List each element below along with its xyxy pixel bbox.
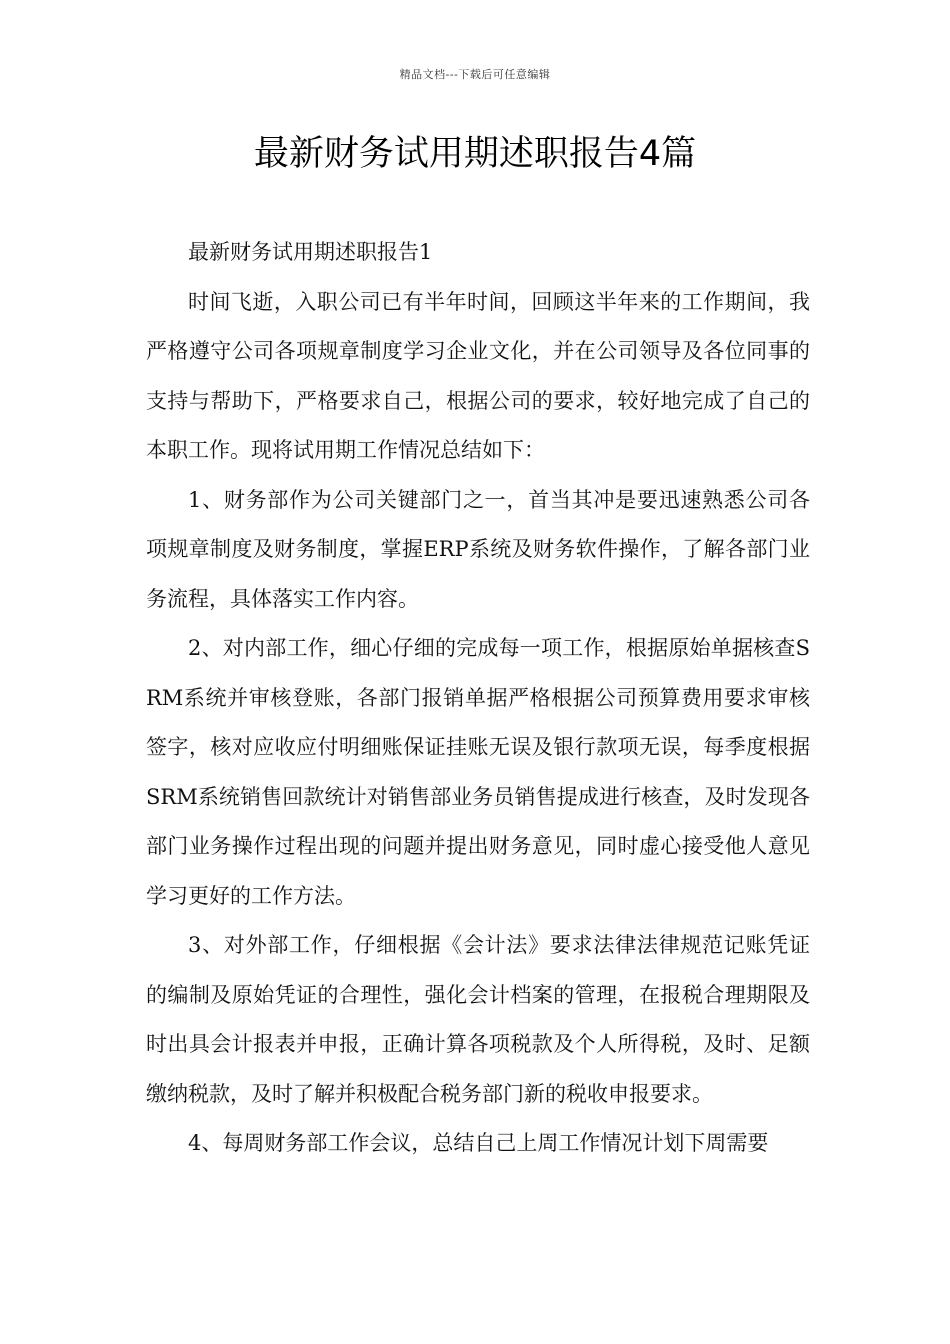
document-body [146, 228, 810, 1169]
section-heading: 最新财务试用期述职报告1 [188, 240, 433, 264]
paragraph-item-4: 4、每周财务部工作会议，总结自己上周工作情况计划下周需要 [188, 1131, 769, 1155]
paragraph-item-3: 3、对外部工作，仔细根据《会计法》要求法律法律规范记账凭证的编制及原始凭证的合理性，强化会计档案的管理，在报税合理期限及时出具会计报表并申报，正确计算各项税款及个人所得税，及时、足额缴纳税款，及时了解并积极配合税务部门新的税收申报要求。 [146, 933, 810, 1106]
document-title: 最新财务试用期述职报告4篇 [253, 134, 697, 174]
paragraph-item-1: 1、财务部作为公司关键部门之一，首当其冲是要迅速熟悉公司各项规章制度及财务制度，掌握ERP系统及财务软件操作，了解各部门业务流程，具体落实工作内容。 [146, 487, 810, 611]
paragraph-item-2: 2、对内部工作，细心仔细的完成每一项工作，根据原始单据核查SRM系统并审核登账，各部门报销单据严格根据公司预算费用要求审核签字，核对应收应付明细账保证挂账无误及银行款项无误，每季度根据SRM系统销售回款统计对销售部业务员销售提成进行核查，及时发现各部门业务操作过程出现的问题并提出财务意见，同时虚心接受他人意见学习更好的工作方法。 [146, 636, 810, 908]
paragraph-intro: 时间飞逝，入职公司已有半年时间，回顾这半年来的工作期间，我严格遵守公司各项规章制度学习企业文化，并在公司领导及各位同事的支持与帮助下，严格要求自己，根据公司的要求，较好地完成了自己的本职工作。现将试用期工作情况总结如下： [146, 289, 810, 462]
header-note: 精品文档---下载后可任意编辑 [399, 68, 551, 81]
